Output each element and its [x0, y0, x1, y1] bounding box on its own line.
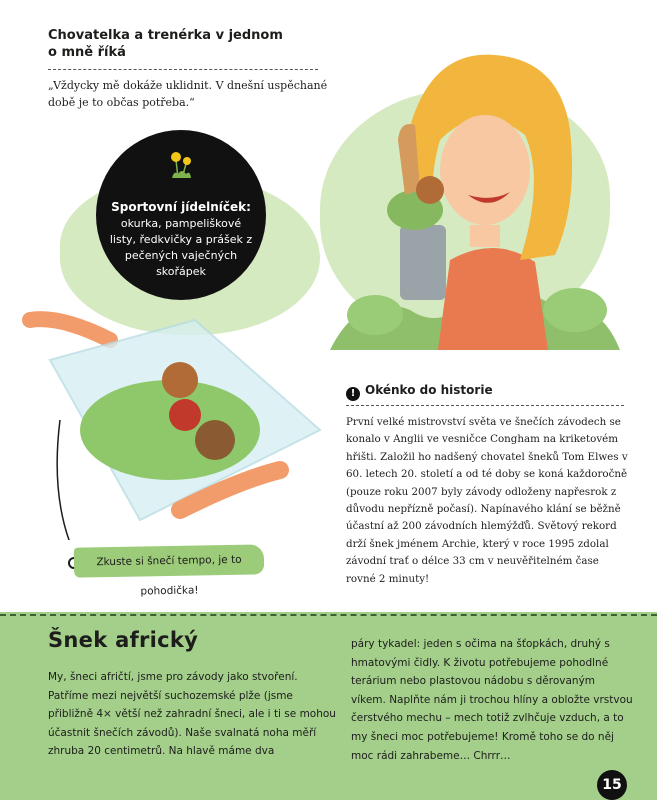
tip-bubble: Zkuste si šnečí tempo, je to pohodička! [74, 544, 264, 577]
history-divider [346, 405, 624, 406]
snail-shell [195, 420, 235, 460]
lettuce [80, 380, 260, 480]
neck [470, 225, 500, 247]
snail-shell [169, 399, 201, 431]
hand [30, 319, 110, 340]
section-text-right: páry tykadel: jeden s očima na šťopkách, druhý s hmatovými čidly. K životu potřebujeme pohodlné terárium nebo plastovou nádobu s děrovaným víkem. Naplňte nám ji trochou hlíny a obložte vrstvou čerstvého mechu – mech totiž zvlhčuje vzduch, a to my šneci moc potřebujeme! Kromě toho se do něj moc rádi zahrabeme… Chrrr… [351, 638, 633, 762]
info-icon: ! [346, 387, 360, 401]
face [440, 115, 530, 225]
diet-text: okurka, pampeliškové listy, ředkvičky a prášek z pečených vaječných skořápek [109, 217, 253, 278]
bush [347, 295, 403, 335]
history-heading [346, 383, 493, 401]
history-title: Okénko do historie [365, 383, 493, 397]
diet-title: Sportovní jídelníček: [111, 200, 251, 214]
section-title: Šnek africký [48, 628, 199, 652]
quote-text: „Vždycky mě dokáže uklidnit. V dnešní uspěchané době je to občas potřeba.“ [48, 79, 328, 109]
girl-illustration [320, 30, 630, 360]
history-text: První velké mistrovství světa ve šnečích závodech se konalo v Anglii ve vesničce Congham na kriketovém hřišti. Založil ho nadšený chovatel šneků Tom Elwes v 60. letech 20. století a od té doby se koná každoročně (pouze roku 2007 byly závody odloženy napřesrok z důvodu nepřízně počasí). Napínavého klání se běžně účastní až 200 závodních hlemýžďů. Světový rekord drží šnek jménem Archie, který v roce 1995 zdolal závodní trať o délce 33 cm v neuvěřitelném čase rovné 2 minuty! [346, 416, 628, 585]
snail-shell [416, 176, 444, 204]
diet-circle [96, 130, 266, 300]
pointer-line [57, 420, 75, 540]
orange-shirt [438, 248, 548, 350]
metal-cup [400, 225, 446, 300]
section-text-left: My, šneci afričtí, jsme pro závody jako stvoření. Patříme mezi největší suchozemské plže (jsme přibližně 4× větší než zahradní šneci, ale i ti se mohou účastnit šnečích závodů). Naše svalnatá noha měří zhruba 20 centimetrů. Na hlavě máme dva [48, 671, 336, 758]
bush [543, 288, 607, 332]
snail-shell [162, 362, 198, 398]
dandelion-icon [164, 146, 198, 180]
terrarium-illustration [20, 300, 340, 540]
quote-heading: Chovatelka a trenérka v jednom o mně říká [48, 28, 283, 60]
page-number: 15 [597, 770, 627, 800]
quote-divider [48, 69, 318, 70]
band-divider [0, 614, 657, 616]
